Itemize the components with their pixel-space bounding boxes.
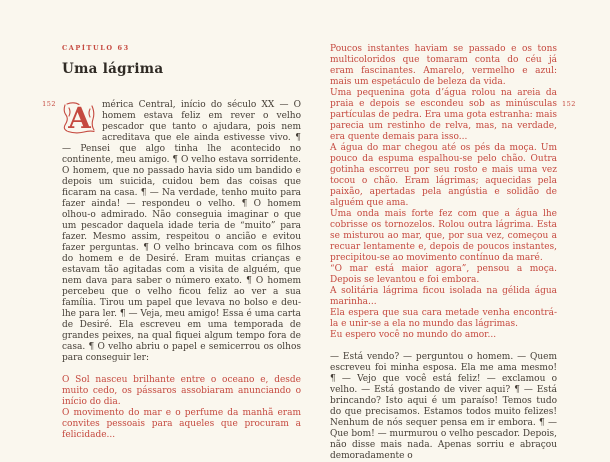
ornamental-drop-cap: [62, 101, 97, 134]
paragraph-gap: [330, 341, 557, 352]
drop-cap-letter: A: [68, 101, 91, 134]
letter-paragraph: A solitária lágrima ficou isolada na gélida água marinha...: [330, 286, 557, 307]
left-page: [62, 44, 301, 441]
letter-paragraph: Poucos instantes haviam se passado e os tons multicoloridos que tomaram conta do céu já eram fascinantes. Amarelo, vermelho e azul: mais um espetáculo de beleza da vida.: [330, 44, 557, 87]
right-page-body: — Está vendo? — perguntou o homem. — Quem escreveu foi minha esposa. Ela me ama mesmo! ¶ — Vejo que você está feliz! — exclamou o velho. — Está gostando de viver aqui? ¶ — Está brincando? Isto aqui é um paraíso! Temos tudo do que precisamos. Estamos todos muito felizes! Nenhum de nós sequer pensa em ir embora. ¶ — Que bom! — murmurou o velho pescador. Depois, não disse mais nada. Apenas sorriu e abraçou demoradamente o: [330, 352, 557, 461]
letter-paragraph: O movimento do mar e o perfume da manhã eram convites pessoais para aqueles que procuram a felicidade...: [62, 408, 301, 440]
left-page-body: mérica Central, início do século XX — O homem estava feliz em rever o velho pescador que tanto o ajudara, pois nem acreditava que ele ainda estivesse vivo. ¶ — Pensei que algo tinha lhe acontecido no continente, meu amigo. ¶ O velho estava sorridente. O homem, que no passado havia sido um bandido e depois um suicida, cuidou bem das coisas que ficaram na casa. ¶ — Na verdade, tenho muito para fazer ainda! — respondeu o velho. ¶ O homem olhou-o admirado. Não conseguia imaginar o que um pescador daquela idade teria de “muito” para fazer. Mesmo assim, respeitou o ancião e evitou fazer perguntas. ¶ O velho brincava com os filhos do homem e de Desiré. Eram muitas crianças e estavam tão agitadas com a visita de alguém, que nem dava para saber o número exato. ¶ O homem percebeu que o velho ficou feliz ao ver a sua família. Tirou um papel que levava no bolso e deu-lhe para ler. ¶ — Veja, meu amigo! Essa é uma carta de Desiré. Ela escreveu em uma temporada de grandes peixes, na qual fiquei algum tempo fora de casa. ¶ O velho abriu o papel e semicerrou os olhos para conseguir ler:: [62, 100, 302, 363]
letter-paragraph: O Sol nasceu brilhante entre o oceano e, desde muito cedo, os pássaros assobiaram anunciando o início do dia.: [62, 375, 301, 407]
chapter-label: CAPÍTULO 63: [62, 44, 130, 52]
right-page-number: 152: [562, 100, 576, 108]
letter-paragraph: Uma pequenina gota d’água rolou na areia da praia e depois se escondeu sob as minúsculas partículas de pedra. Era uma gota estranha: mais parecia um restinho de relva, mas, na verdade, era quente demais para isso...: [330, 88, 557, 142]
letter-paragraph: Uma onda mais forte fez com que a água lhe cobrisse os tornozelos. Rolou outra lágrima. Esta se misturou ao mar, que, por sua vez, começou a recuar lentamente e, depois de poucos instantes, precipitou-se ao movimento contínuo da maré.: [330, 209, 557, 263]
chapter-title: Uma lágrima: [62, 61, 164, 77]
letter-paragraph: A água do mar chegou até os pés da moça. Um pouco da espuma espalhou-se pelo chão. Outra gotinha escorreu por seu rosto e mais uma vez tocou o chão. Eram lágrimas; aquecidas pela paixão, apertadas pela angústia e solidão de alguém que ama.: [330, 143, 557, 208]
right-page: [330, 44, 557, 462]
letter-text-left: [62, 375, 301, 441]
letter-text-right: [330, 44, 557, 341]
letter-paragraph: Ela espera que sua cara metade venha encontrá-la e unir-se a ela no mundo das lágrimas.: [330, 308, 557, 329]
letter-paragraph: “O mar está maior agora”, pensou a moça. Depois se levantou e foi embora.: [330, 264, 557, 285]
left-page-number: 152: [42, 100, 56, 108]
left-page-body-block: [62, 100, 301, 364]
drop-cap-flourish-icon: [62, 101, 97, 134]
letter-paragraph: Eu espero você no mundo do amor...: [330, 330, 497, 340]
